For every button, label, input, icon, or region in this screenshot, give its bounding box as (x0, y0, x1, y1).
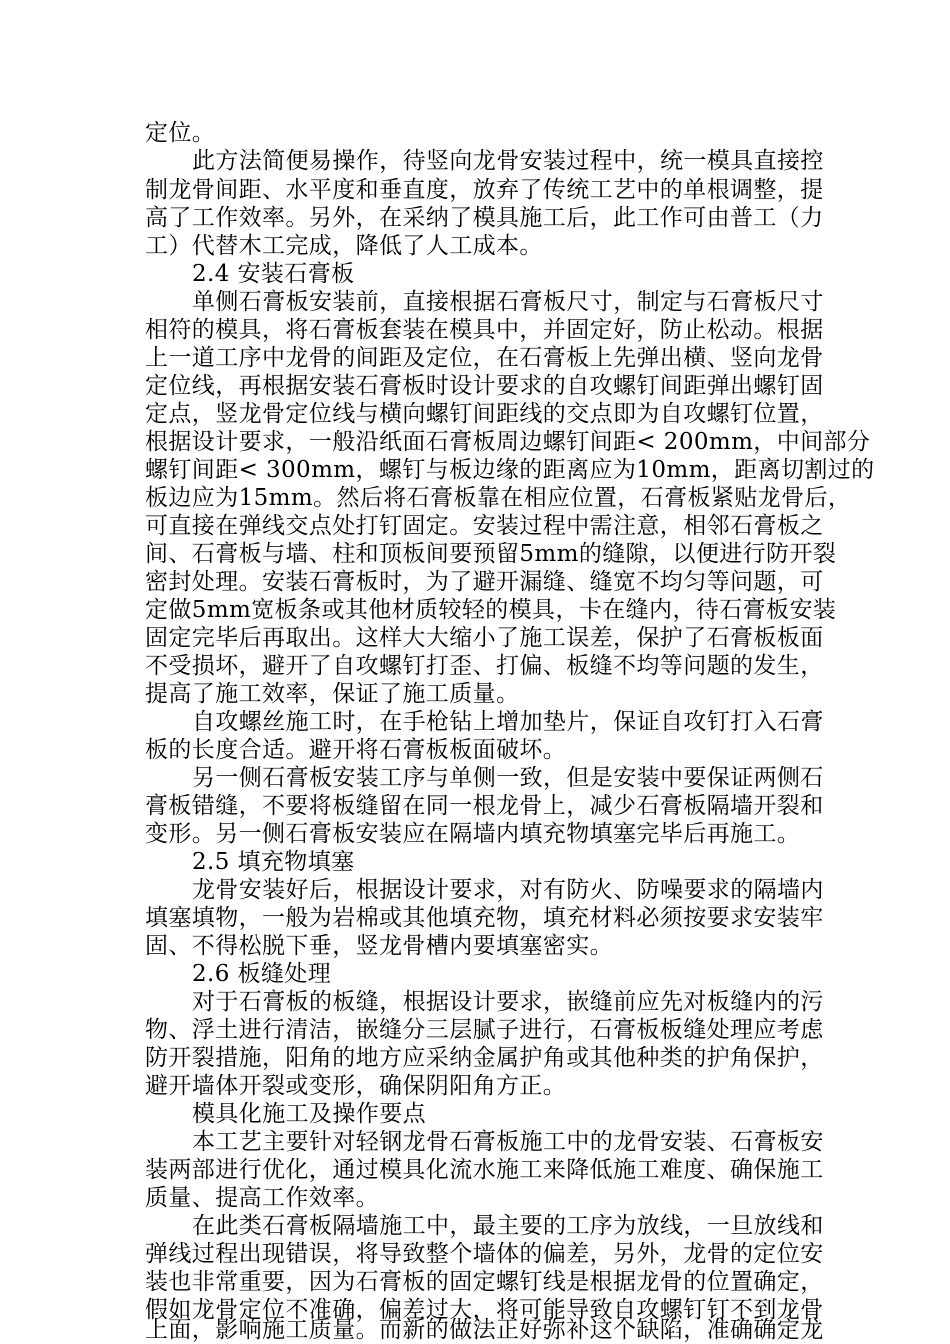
text-line: 定位。 (145, 120, 216, 146)
text-line: 变形。另一侧石膏板安装应在隔墙内填充物填塞完毕后再施工。 (145, 821, 801, 847)
text-line: 在此类石膏板隔墙施工中，最主要的工序为放线，一旦放线和 (192, 1213, 824, 1239)
text-line: 固定完毕后再取出。这样大大缩小了施工误差，保护了石膏板板面 (145, 625, 824, 651)
section-heading: 2.5 填充物填塞 (192, 849, 355, 875)
text-line: 防开裂措施，阳角的地方应采纳金属护角或其他种类的护角保护， (145, 1045, 824, 1071)
text-line: 质量、提高工作效率。 (145, 1185, 379, 1211)
text-line: 假如龙骨定位不准确，偏差过大，将可能导致自攻螺钉钉不到龙骨 (145, 1297, 824, 1323)
text-line: 单侧石膏板安装前，直接根据石膏板尺寸，制定与石膏板尺寸 (192, 289, 824, 315)
text-line: 固、不得松脱下垂，竖龙骨槽内要填塞密实。 (145, 933, 613, 959)
text-line: 板边应为15mm。然后将石膏板靠在相应位置，石膏板紧贴龙骨后， (145, 485, 852, 511)
text-line: 本工艺主要针对轻钢龙骨石膏板施工中的龙骨安装、石膏板安 (192, 1129, 824, 1155)
text-line: 可直接在弹线交点处打钉固定。安装过程中需注意，相邻石膏板之 (145, 513, 824, 539)
text-line: 螺钉间距< 300mm，螺钉与板边缘的距离应为10mm，距离切割过的 (145, 457, 875, 483)
text-line: 上面，影响施工质量。而新的做法正好弥补这个缺陷，准确确定龙 (145, 1317, 824, 1343)
text-line: 定位线，再根据安装石膏板时设计要求的自攻螺钉间距弹出螺钉固 (145, 373, 824, 399)
text-line: 板的长度合适。避开将石膏板板面破坏。 (145, 737, 567, 763)
text-line: 对于石膏板的板缝，根据设计要求，嵌缝前应先对板缝内的污 (192, 989, 824, 1015)
text-line: 间、石膏板与墙、柱和顶板间要预留5mm的缝隙，以便进行防开裂 (145, 541, 837, 567)
text-line: 定做5mm宽板条或其他材质较轻的模具，卡在缝内，待石膏板安装 (145, 597, 837, 623)
text-line: 填塞填物，一般为岩棉或其他填充物，填充材料必须按要求安装牢 (145, 905, 824, 931)
text-line: 高了工作效率。另外，在采纳了模具施工后，此工作可由普工（力 (145, 205, 824, 231)
text-line: 装两部进行优化，通过模具化流水施工来降低施工难度、确保施工 (145, 1157, 824, 1183)
text-line: 装也非常重要，因为石膏板的固定螺钉线是根据龙骨的位置确定， (145, 1269, 824, 1295)
text-line: 相符的模具，将石膏板套装在模具中，并固定好，防止松动。根据 (145, 317, 824, 343)
text-line: 不受损坏，避开了自攻螺钉打歪、打偏、板缝不均等问题的发生， (145, 653, 824, 679)
text-line: 制龙骨间距、水平度和垂直度，放弃了传统工艺中的单根调整，提 (145, 177, 824, 203)
text-line: 弹线过程出现错误，将导致整个墙体的偏差，另外，龙骨的定位安 (145, 1241, 824, 1267)
text-line: 物、浮土进行清洁，嵌缝分三层腻子进行，石膏板板缝处理应考虑 (145, 1017, 824, 1043)
section-heading: 2.6 板缝处理 (192, 961, 332, 987)
text-line: 避开墙体开裂或变形，确保阴阳角方正。 (145, 1073, 567, 1099)
text-line: 上一道工序中龙骨的间距及定位，在石膏板上先弹出横、竖向龙骨 (145, 345, 824, 371)
text-line: 自攻螺丝施工时，在手枪钻上增加垫片，保证自攻钉打入石膏 (192, 709, 824, 735)
text-line: 另一侧石膏板安装工序与单侧一致，但是安装中要保证两侧石 (192, 765, 824, 791)
text-line: 工）代替木工完成，降低了人工成本。 (145, 233, 543, 259)
text-line: 提高了施工效率，保证了施工质量。 (145, 681, 520, 707)
text-line: 膏板错缝，不要将板缝留在同一根龙骨上，减少石膏板隔墙开裂和 (145, 793, 824, 819)
text-line: 根据设计要求，一般沿纸面石膏板周边螺钉间距< 200mm，中间部分 (145, 429, 871, 455)
text-line: 定点，竖龙骨定位线与横向螺钉间距线的交点即为自攻螺钉位置， (145, 401, 824, 427)
section-heading: 模具化施工及操作要点 (192, 1101, 426, 1127)
text-line: 密封处理。安装石膏板时，为了避开漏缝、缝宽不均匀等问题，可 (145, 569, 824, 595)
text-line: 此方法简便易操作，待竖向龙骨安装过程中，统一模具直接控 (192, 148, 824, 174)
text-line: 龙骨安装好后，根据设计要求，对有防火、防噪要求的隔墙内 (192, 877, 824, 903)
section-heading: 2.4 安装石膏板 (192, 261, 355, 287)
